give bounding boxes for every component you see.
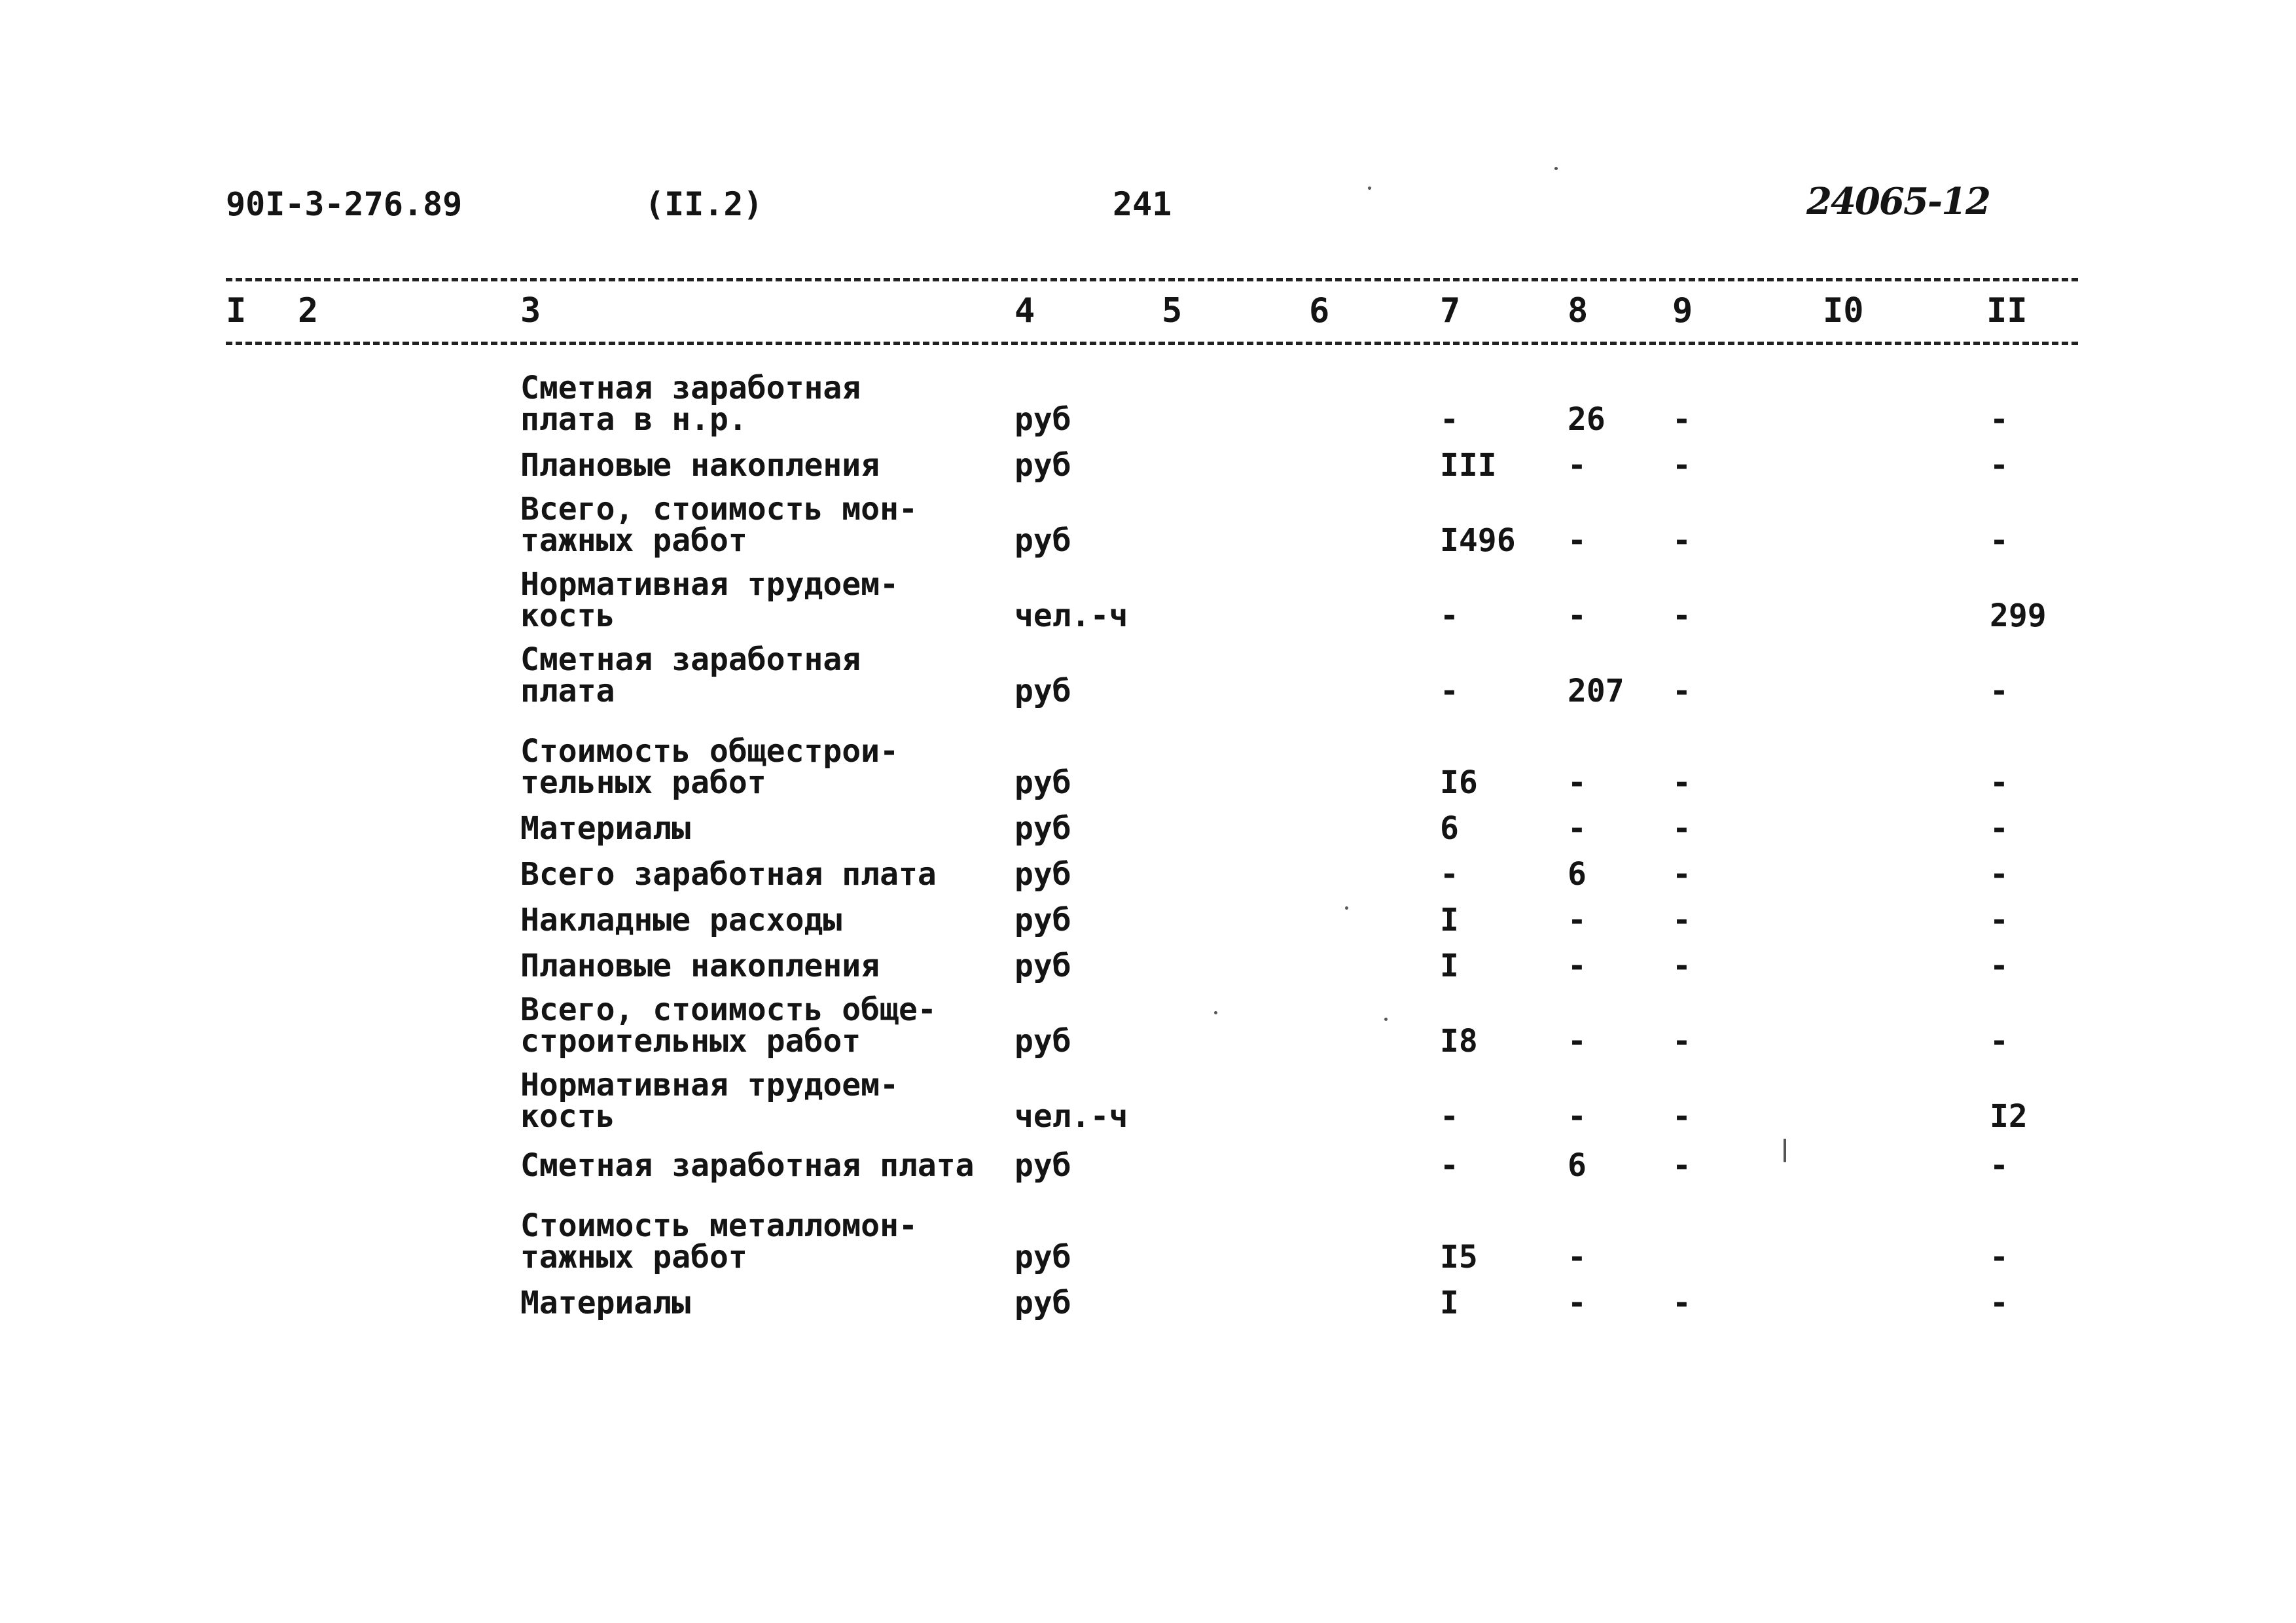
row-col7: I5: [1440, 1239, 1478, 1275]
column-number-11: II: [1986, 291, 2028, 330]
table-row: [0, 1057, 2296, 1135]
row-col9: -: [1672, 1023, 1691, 1060]
row-col8: 6: [1568, 856, 1587, 893]
column-number-5: 5: [1162, 291, 1183, 330]
row-col7: I8: [1440, 1023, 1478, 1060]
row-col8: -: [1568, 1023, 1587, 1060]
row-col8: 26: [1568, 401, 1605, 438]
row-label: Нормативная трудоем- кость: [520, 566, 899, 634]
row-unit: руб: [1014, 522, 1071, 559]
row-col8: 207: [1568, 673, 1624, 709]
row-label: Сметная заработная плата: [520, 1147, 975, 1184]
table-row: [0, 481, 2296, 559]
row-col8: -: [1568, 902, 1587, 938]
row-col8: -: [1568, 948, 1587, 984]
table-row: [0, 1132, 2296, 1184]
header-rule-bottom: [226, 342, 2078, 345]
row-col8: -: [1568, 1098, 1587, 1135]
row-unit: руб: [1014, 447, 1071, 484]
row-col7: I6: [1440, 764, 1478, 801]
inventory-number: 24065-12: [1806, 180, 1990, 223]
row-col9: -: [1672, 597, 1691, 634]
row-col9: -: [1672, 810, 1691, 847]
row-col9: -: [1672, 948, 1691, 984]
document-code: 90I-3-276.89: [226, 185, 463, 223]
row-col11: -: [1990, 856, 2009, 893]
row-col7: I: [1440, 948, 1459, 984]
scan-mark: [1784, 1139, 1786, 1162]
column-number-6: 6: [1309, 291, 1330, 330]
row-unit: чел.-ч: [1014, 597, 1128, 634]
row-col8: 6: [1568, 1147, 1587, 1184]
row-col9: -: [1672, 401, 1691, 438]
row-col7: -: [1440, 401, 1459, 438]
column-number-4: 4: [1014, 291, 1035, 330]
row-col8: -: [1568, 1285, 1587, 1321]
scan-speck: [1214, 1011, 1217, 1014]
row-unit: руб: [1014, 1285, 1071, 1321]
scan-speck: [1384, 1018, 1388, 1021]
row-col7: -: [1440, 1147, 1459, 1184]
row-label: Всего, стоимость мон- тажных работ: [520, 491, 918, 559]
row-label: Плановые накопления: [520, 447, 880, 484]
row-col11: 299: [1990, 597, 2047, 634]
row-label: Всего, стоимость обще- строительных работ: [520, 991, 937, 1060]
row-col7: -: [1440, 673, 1459, 709]
row-col11: -: [1990, 1285, 2009, 1321]
row-label: Всего заработная плата: [520, 856, 937, 893]
column-number-7: 7: [1440, 291, 1461, 330]
row-col11: -: [1990, 948, 2009, 984]
row-label: Стоимость общестрои- тельных работ: [520, 733, 899, 801]
row-col7: 6: [1440, 810, 1459, 847]
scan-speck: [1345, 906, 1348, 910]
row-col9: -: [1672, 522, 1691, 559]
row-col7: I496: [1440, 522, 1516, 559]
row-col7: I: [1440, 902, 1459, 938]
column-number-9: 9: [1672, 291, 1693, 330]
row-col11: -: [1990, 1147, 2009, 1184]
row-label: Материалы: [520, 1285, 691, 1321]
row-col11: -: [1990, 673, 2009, 709]
table-row: [0, 982, 2296, 1060]
row-col11: -: [1990, 447, 2009, 484]
row-col11: -: [1990, 401, 2009, 438]
column-number-10: I0: [1823, 291, 1864, 330]
row-col7: -: [1440, 1098, 1459, 1135]
row-unit: руб: [1014, 673, 1071, 709]
row-label: Сметная заработная плата: [520, 641, 861, 709]
row-col11: -: [1990, 810, 2009, 847]
row-col9: -: [1672, 1285, 1691, 1321]
row-col8: -: [1568, 597, 1587, 634]
row-label: Стоимость металломон- тажных работ: [520, 1207, 918, 1275]
row-unit: чел.-ч: [1014, 1098, 1128, 1135]
row-unit: руб: [1014, 1147, 1071, 1184]
header-rule-top: [226, 278, 2078, 281]
row-col7: -: [1440, 856, 1459, 893]
row-unit: руб: [1014, 1239, 1071, 1275]
row-col9: -: [1672, 1098, 1691, 1135]
row-unit: руб: [1014, 810, 1071, 847]
row-unit: руб: [1014, 1023, 1071, 1060]
row-col8: -: [1568, 447, 1587, 484]
page-number: 241: [1113, 185, 1172, 223]
row-col9: -: [1672, 673, 1691, 709]
column-number-2: 2: [298, 291, 319, 330]
table-row: [0, 936, 2296, 982]
row-col8: -: [1568, 522, 1587, 559]
row-col7: III: [1440, 447, 1497, 484]
row-unit: руб: [1014, 401, 1071, 438]
row-label: Плановые накопления: [520, 948, 880, 984]
column-number-1: I: [226, 291, 247, 330]
table-row: [0, 435, 2296, 484]
row-unit: руб: [1014, 856, 1071, 893]
row-col11: -: [1990, 902, 2009, 938]
row-label: Накладные расходы: [520, 902, 842, 938]
row-col11: -: [1990, 522, 2009, 559]
row-col11: -: [1990, 764, 2009, 801]
scan-speck: [1554, 167, 1558, 170]
row-col9: -: [1672, 902, 1691, 938]
row-unit: руб: [1014, 902, 1071, 938]
row-col9: -: [1672, 1147, 1691, 1184]
table-row: [0, 1181, 2296, 1273]
row-col9: -: [1672, 856, 1691, 893]
row-col11: I2: [1990, 1098, 2028, 1135]
estimate-table-body: [0, 370, 2296, 1319]
row-label: Сметная заработная плата в н.р.: [520, 370, 861, 438]
row-label: Материалы: [520, 810, 691, 847]
table-row: [0, 707, 2296, 801]
section-number: (II.2): [645, 185, 763, 223]
column-number-8: 8: [1568, 291, 1588, 330]
row-col7: I: [1440, 1285, 1459, 1321]
row-col9: -: [1672, 447, 1691, 484]
table-row: [0, 890, 2296, 936]
row-col8: -: [1568, 810, 1587, 847]
row-unit: руб: [1014, 764, 1071, 801]
column-number-3: 3: [520, 291, 541, 330]
row-col11: -: [1990, 1239, 2009, 1275]
table-row: [0, 556, 2296, 632]
row-label: Нормативная трудоем- кость: [520, 1067, 899, 1135]
row-col8: -: [1568, 764, 1587, 801]
table-row: [0, 798, 2296, 847]
table-row: [0, 844, 2296, 893]
table-row: [0, 632, 2296, 707]
table-row: [0, 1273, 2296, 1319]
table-row: [0, 370, 2296, 438]
scan-speck: [1368, 187, 1371, 190]
row-col9: -: [1672, 764, 1691, 801]
row-col11: -: [1990, 1023, 2009, 1060]
row-col8: -: [1568, 1239, 1587, 1275]
row-unit: руб: [1014, 948, 1071, 984]
row-col7: -: [1440, 597, 1459, 634]
